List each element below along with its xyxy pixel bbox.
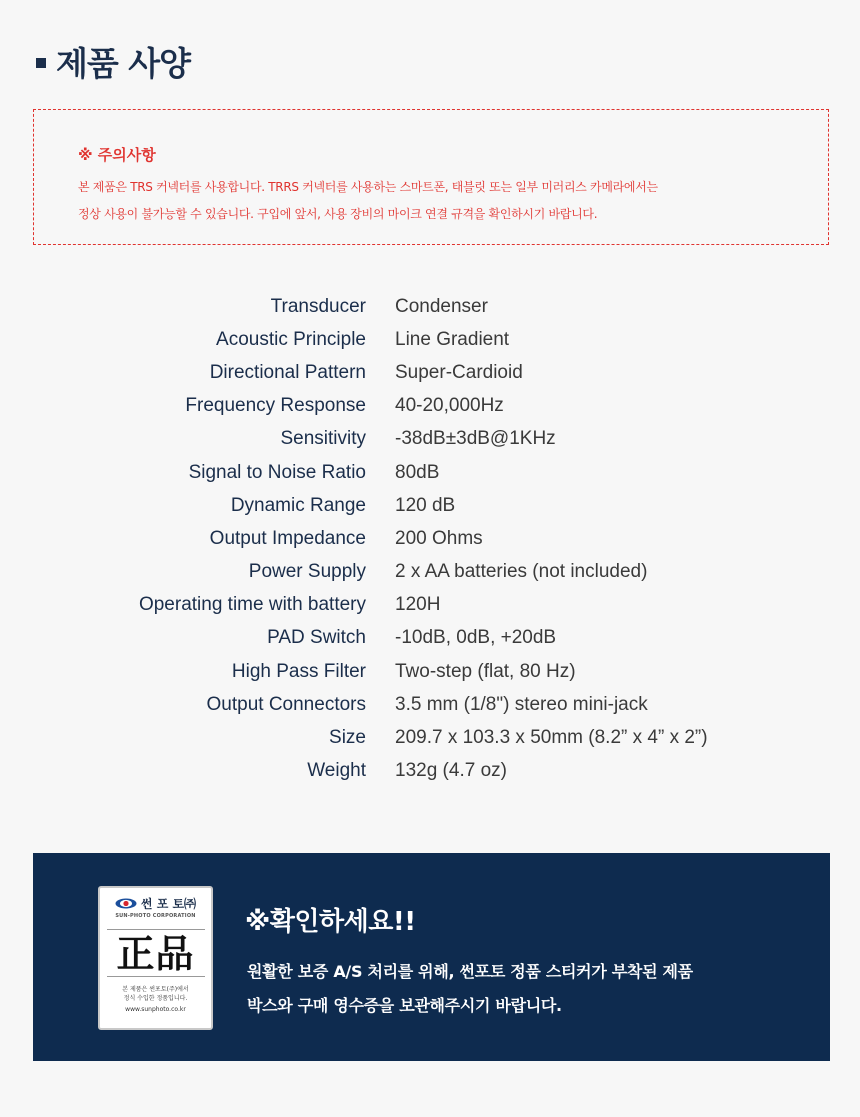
spec-row (0, 423, 860, 456)
spec-label: Directional Pattern (209, 361, 366, 383)
sticker-note (100, 985, 211, 1003)
spec-value: Two-step (flat, 80 Hz) (395, 660, 576, 682)
spec-label: PAD Switch (267, 627, 366, 649)
spec-label: Frequency Response (185, 395, 366, 417)
spec-value: Line Gradient (395, 328, 510, 350)
banner-line: 박스와 구매 영수증을 보관해주시기 바랍니다. (247, 996, 562, 1015)
spec-value: -10dB, 0dB, +20dB (395, 627, 557, 649)
spec-label: Operating time with battery (138, 594, 366, 616)
genuine-product-banner (33, 853, 830, 1061)
banner-line: 원활한 보증 A/S 처리를 위해, 썬포토 정품 스티커가 부착된 제품 (247, 962, 693, 981)
spec-row (0, 622, 860, 655)
spec-label: Dynamic Range (230, 494, 366, 516)
spec-value: 40-20,000Hz (395, 395, 504, 417)
spec-row (0, 290, 860, 323)
spec-row (0, 522, 860, 555)
spec-label: Signal to Noise Ratio (188, 461, 366, 483)
banner-heading: ※확인하세요!! (245, 907, 416, 937)
spec-row (0, 755, 860, 788)
spec-value: 200 Ohms (395, 527, 483, 549)
sticker-genuine-mark: 正品 (107, 929, 205, 977)
sticker-corporation: SUN-PHOTO CORPORATION (115, 913, 196, 919)
sunphoto-logo-icon (115, 898, 137, 909)
caution-line: 본 제품은 TRS 커넥터를 사용합니다. TRRS 커넥터를 사용하는 스마트폰, 태블릿 또는 일부 미러리스 카메라에서는 (78, 180, 658, 194)
spec-value: Condenser (395, 295, 488, 317)
sticker-note-line: 본 제품은 썬포토(주)에서 (122, 986, 189, 993)
spec-row (0, 589, 860, 622)
spec-row (0, 556, 860, 589)
caution-notice-box (33, 109, 829, 245)
spec-row (0, 356, 860, 389)
sticker-url: www.sunphoto.co.kr (125, 1006, 186, 1013)
spec-value: 209.7 x 103.3 x 50mm (8.2” x 4” x 2”) (395, 727, 708, 749)
spec-value: 3.5 mm (1/8") stereo mini-jack (395, 693, 648, 715)
spec-value: Super-Cardioid (395, 361, 523, 383)
sticker-note-line: 정식 수입한 정품입니다. (123, 995, 188, 1002)
spec-label: Acoustic Principle (216, 328, 366, 350)
spec-row (0, 390, 860, 423)
sticker-brand (100, 896, 211, 910)
spec-row (0, 323, 860, 356)
caution-line: 정상 사용이 불가능할 수 있습니다. 구입에 앞서, 사용 장비의 마이크 연결 규격을 확인하시기 바랍니다. (78, 207, 598, 221)
spec-label: Sensitivity (280, 428, 366, 450)
spec-row (0, 721, 860, 754)
page-title (36, 38, 190, 85)
spec-row (0, 489, 860, 522)
sticker-brand-name: 썬 포 토㈜ (140, 896, 197, 911)
spec-value: 2 x AA batteries (not included) (395, 561, 648, 583)
spec-label: Output Impedance (209, 527, 366, 549)
page-title-text: 제품 사양 (56, 44, 191, 83)
spec-row (0, 655, 860, 688)
spec-table (0, 290, 860, 788)
spec-value: 120H (395, 594, 441, 616)
spec-label: Output Connectors (206, 693, 366, 715)
spec-value: 132g (4.7 oz) (395, 760, 507, 782)
spec-label: Transducer (270, 295, 366, 317)
spec-label: Size (329, 727, 366, 749)
spec-row (0, 688, 860, 721)
spec-label: High Pass Filter (231, 660, 366, 682)
caution-heading: ※ 주의사항 (78, 146, 156, 164)
bullet-square-icon (36, 58, 46, 68)
genuine-sticker (98, 886, 213, 1030)
spec-label: Power Supply (248, 561, 366, 583)
spec-value: 80dB (395, 461, 440, 483)
spec-row (0, 456, 860, 489)
spec-value: -38dB±3dB@1KHz (395, 428, 556, 450)
spec-value: 120 dB (395, 494, 456, 516)
spec-label: Weight (307, 760, 366, 782)
